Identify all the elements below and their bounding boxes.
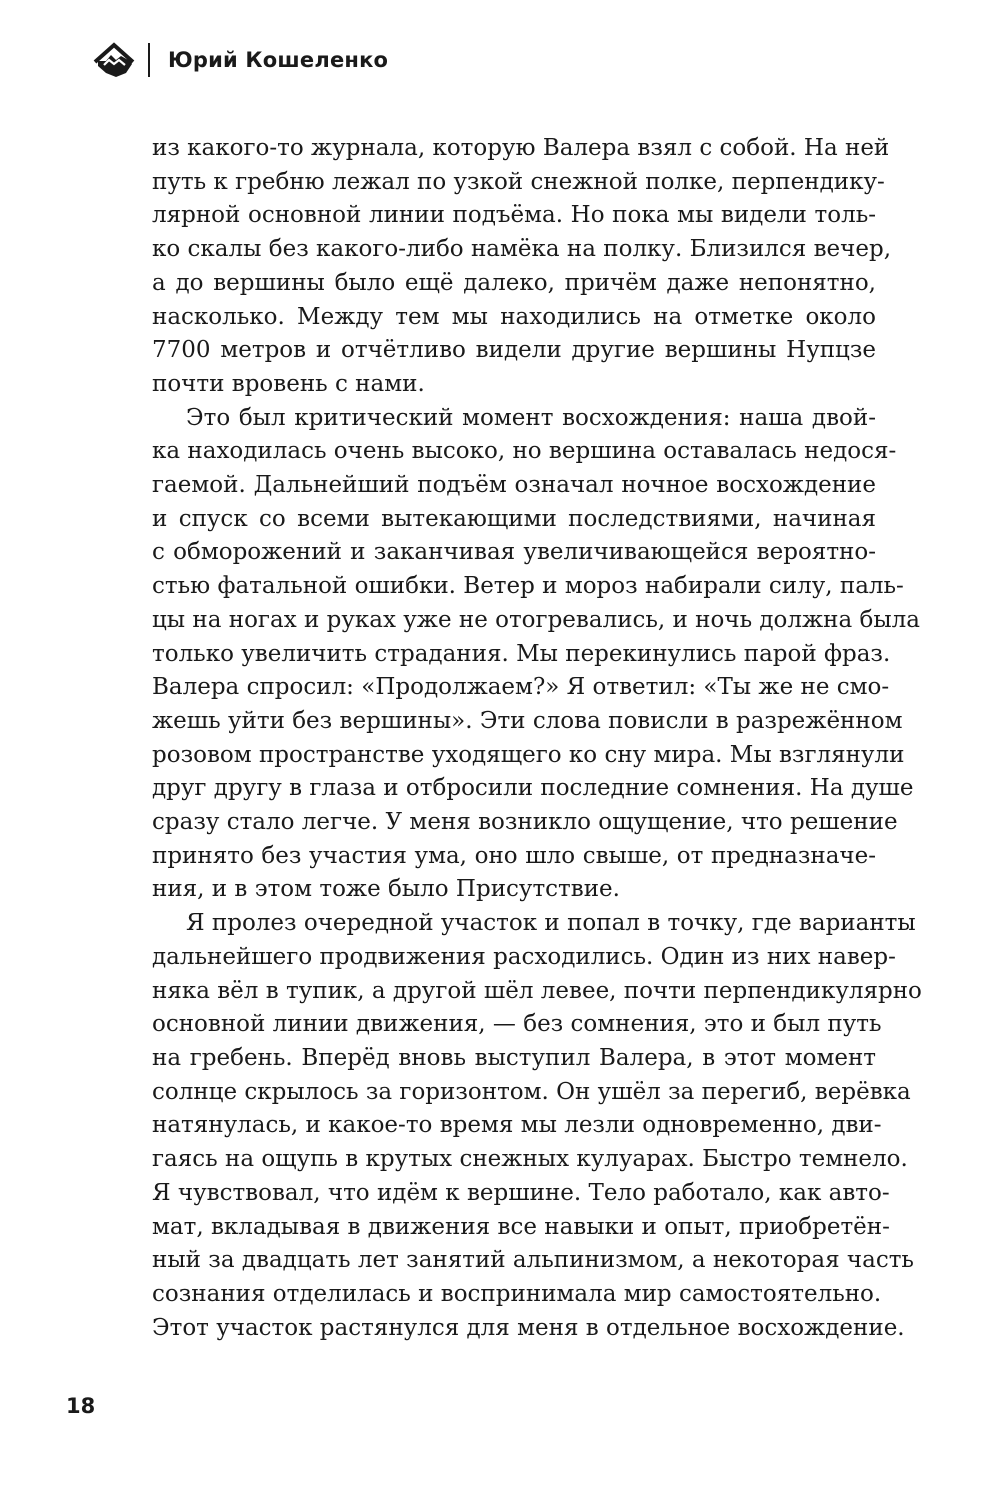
text-line: няка вёл в тупик, а другой шёл левее, почти перпендикулярно xyxy=(152,977,922,1004)
text-line: Я чувствовал, что идём к вершине. Тело работало, как авто- xyxy=(152,1179,890,1206)
text-line: Я пролез очередной участок и попал в точку, где варианты xyxy=(186,910,916,937)
text-line: ка находилась очень высоко, но вершина оставалась недося- xyxy=(152,438,897,465)
text-line: лярной основной линии подъёма. Но пока мы видели толь- xyxy=(152,202,876,229)
text-line: розовом пространстве уходящего ко сну мира. Мы взглянули xyxy=(152,741,905,768)
header-divider xyxy=(148,43,150,77)
text-line: стью фатальной ошибки. Ветер и мороз набирали силу, паль- xyxy=(152,573,904,600)
text-line: сознания отделилась и воспринимала мир самостоятельно. xyxy=(152,1280,882,1307)
text-line: сразу стало легче. У меня возникло ощущение, что решение xyxy=(152,809,898,836)
text-line: только увеличить страдания. Мы перекинулись парой фраз. xyxy=(152,640,891,667)
text-line: ный за двадцать лет занятий альпинизмом, а некоторая часть xyxy=(152,1247,914,1274)
page-number: 18 xyxy=(66,1394,96,1418)
text-line: на гребень. Вперёд вновь выступил Валера, в этот момент xyxy=(152,1044,876,1071)
running-header xyxy=(92,40,388,80)
text-line: ния, и в этом тоже было Присутствие. xyxy=(152,876,620,903)
text-line: натянулась, и какое-то время мы лезли одновременно, дви- xyxy=(152,1112,882,1139)
text-line: основной линии движения, — без сомнения, это и был путь xyxy=(152,1011,882,1038)
text-line: с обморожений и заканчивая увеличивающейся вероятно- xyxy=(152,539,876,566)
paragraph xyxy=(152,907,922,1345)
text-line: 7700 метров и отчётливо видели другие вершины Нупцзе xyxy=(152,337,876,364)
text-line: гаясь на ощупь в крутых снежных кулуарах. Быстро темнело. xyxy=(152,1146,908,1173)
text-line: путь к гребню лежал по узкой снежной полке, перпендику- xyxy=(152,168,885,195)
text-line: жешь уйти без вершины». Эти слова повисли в разрежённом xyxy=(152,707,903,734)
text-line: принято без участия ума, оно шло свыше, от предназначе- xyxy=(152,842,876,869)
text-line: цы на ногах и руках уже не отогревались, и ночь должна была xyxy=(152,606,921,633)
text-line: Это был критический момент восхождения: наша двой- xyxy=(186,404,876,431)
text-line: друг другу в глаза и отбросили последние сомнения. На душе xyxy=(152,775,914,802)
author-name: Юрий Кошеленко xyxy=(168,48,389,72)
text-line: и спуск со всеми вытекающими последствиями, начиная xyxy=(152,505,876,532)
paragraph xyxy=(152,132,892,402)
text-line: Этот участок растянулся для меня в отдельное восхождение. xyxy=(152,1314,905,1341)
text-line: а до вершины было ещё далеко, причём даже непонятно, xyxy=(152,269,876,296)
text-line: почти вровень с нами. xyxy=(152,370,425,397)
text-line: Валера спросил: «Продолжаем?» Я ответил: «Ты же не смо- xyxy=(152,674,890,701)
text-line: из какого-то журнала, которую Валера взял с собой. На ней xyxy=(152,135,890,161)
body-text xyxy=(152,132,922,1345)
paragraph xyxy=(152,402,921,908)
text-line: гаемой. Дальнейший подъём означал ночное восхождение xyxy=(152,472,876,499)
mountain-logo-icon xyxy=(92,40,136,80)
text-line: ко скалы без какого-либо намёка на полку. Близился вечер, xyxy=(152,236,892,263)
text-line: солнце скрылось за горизонтом. Он ушёл за перегиб, верёвка xyxy=(152,1078,911,1105)
text-line: насколько. Между тем мы находились на отметке около xyxy=(152,303,876,330)
text-line: мат, вкладывая в движения все навыки и опыт, приобретён- xyxy=(152,1213,890,1240)
text-line: дальнейшего продвижения расходились. Один из них навер- xyxy=(152,943,896,970)
